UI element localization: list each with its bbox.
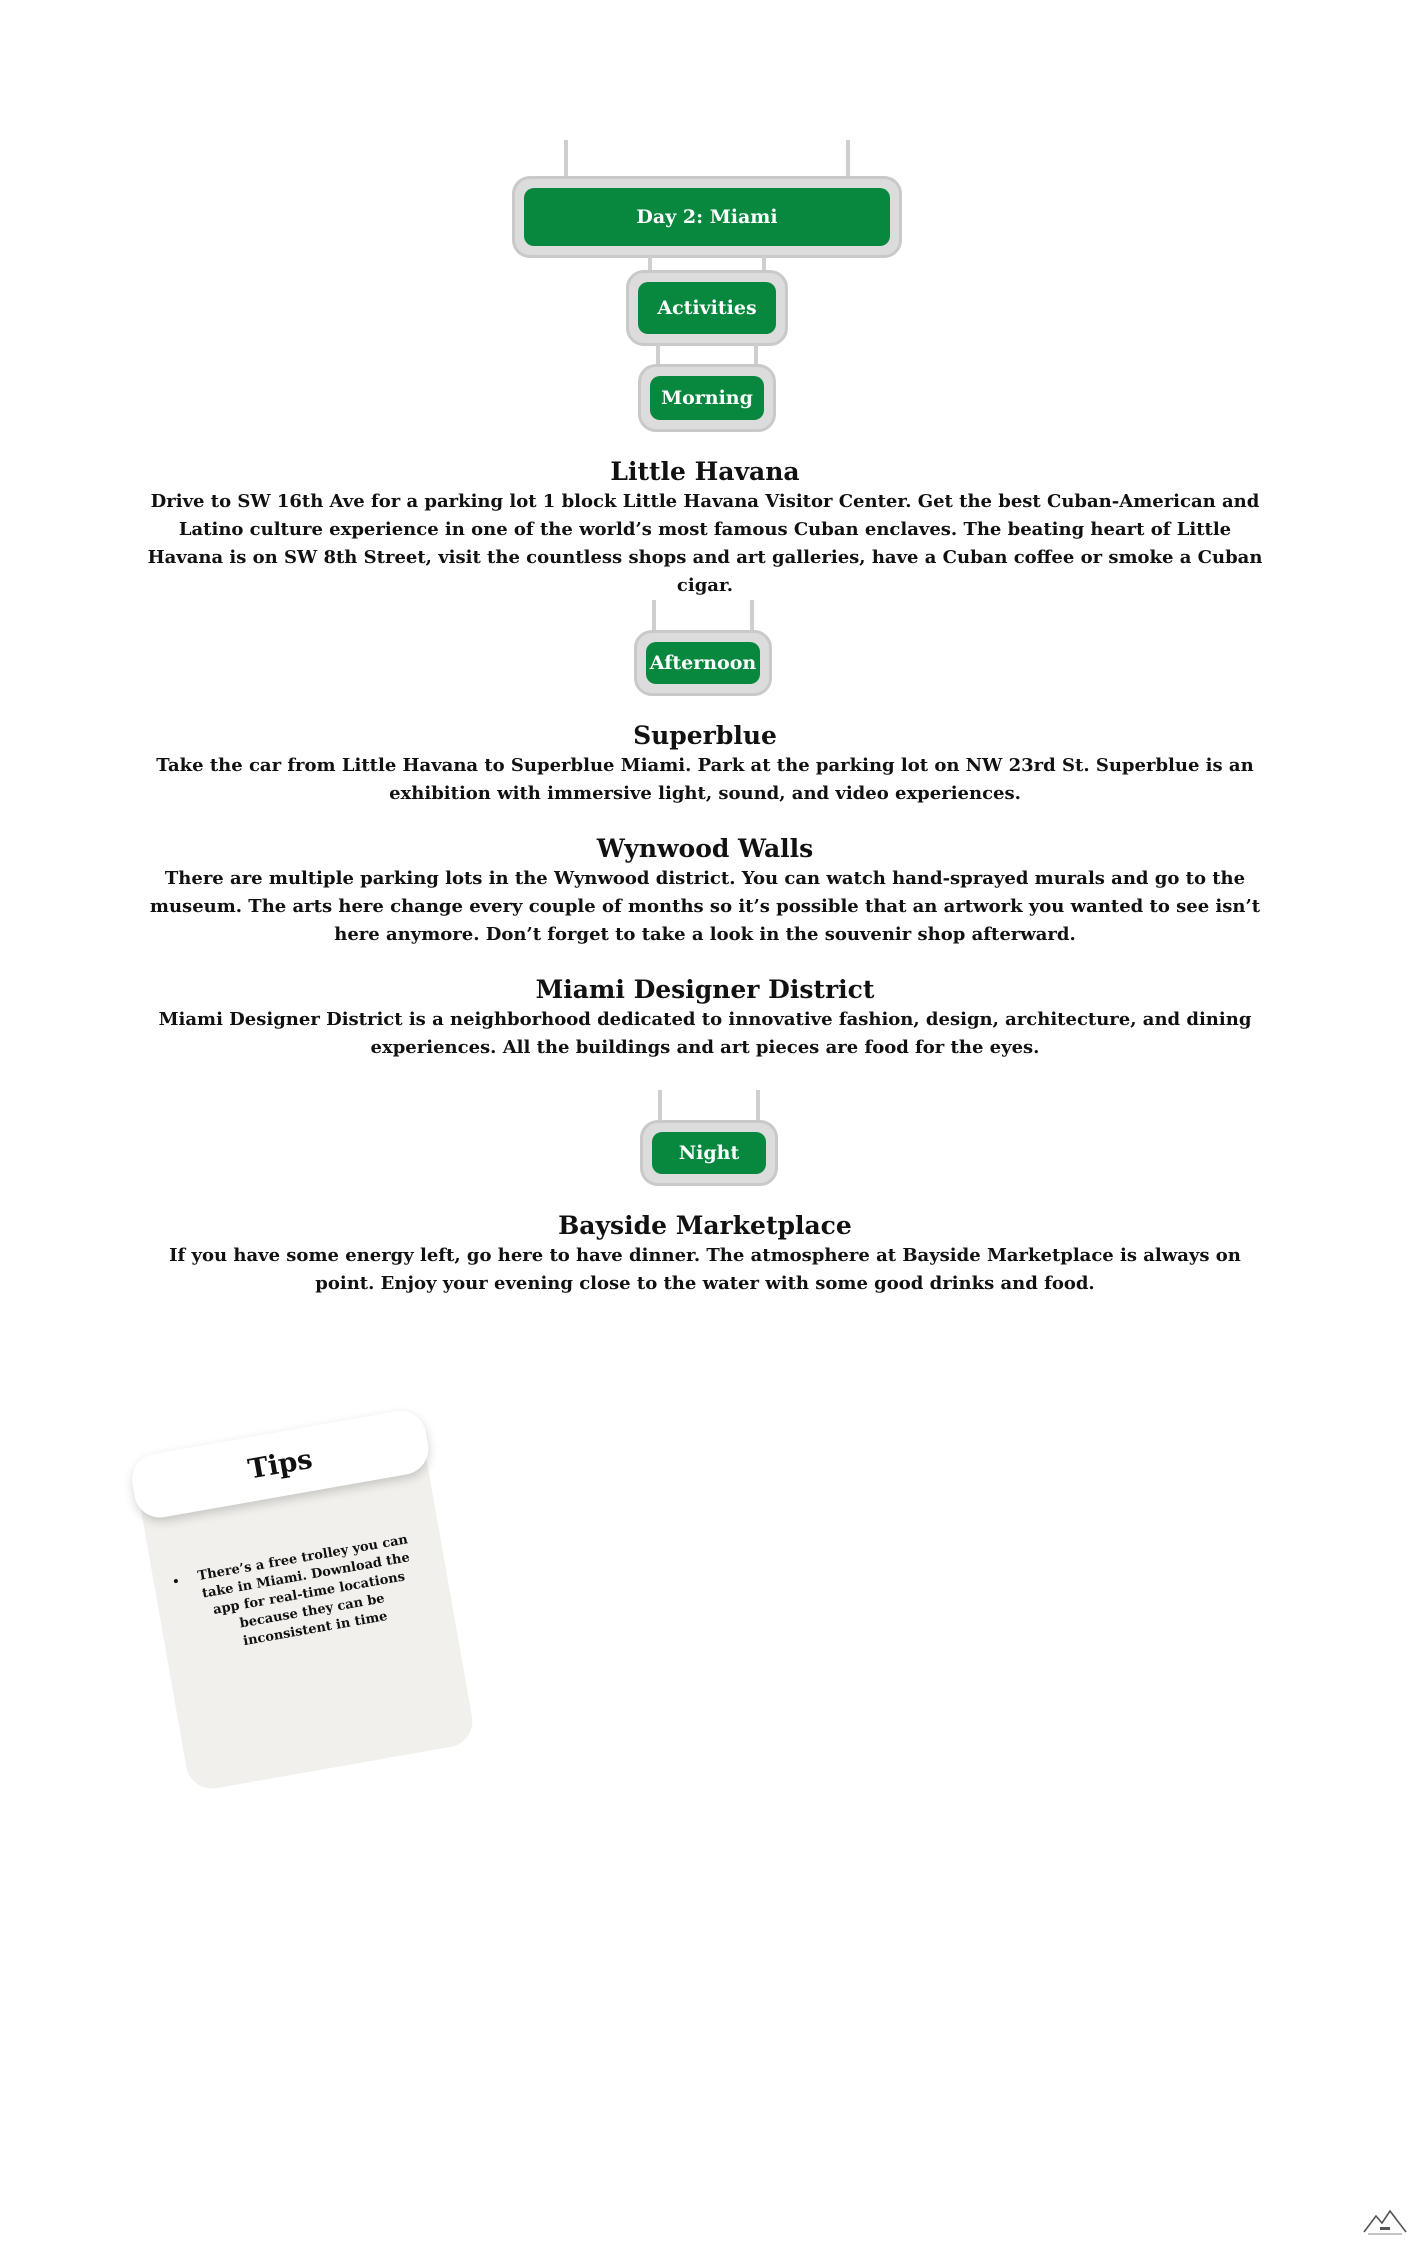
bayside-title: Bayside Marketplace: [558, 1211, 852, 1240]
superblue-title: Superblue: [633, 721, 777, 750]
superblue-text: Take the car from Little Havana to Superblue Miami. Park at the parking lot on NW 23rd St. Superblue is an exhibition with immersive light, sound, and video experiences.: [156, 755, 1254, 804]
little-havana-title: Little Havana: [610, 457, 800, 486]
little-havana-section: [140, 456, 1270, 600]
sign-frame: [626, 270, 788, 346]
tip-item: • There’s a free trolley you can take in Miami. Download the app for real-time locations because they can be inconsistent in time: [186, 1529, 432, 1658]
designer-district-section: [140, 974, 1270, 1062]
activities-sign: [626, 256, 788, 346]
day-sign: [512, 140, 902, 258]
tips-title: Tips: [245, 1443, 315, 1486]
little-havana-text: Drive to SW 16th Ave for a parking lot 1 block Little Havana Visitor Center. Get the best Cuban-American and Latino culture experience in one of the world’s most famous Cuban enclaves. The beating heart of Little Havana is on SW 8th Street, visit the countless shops and art galleries, have a Cuban coffee or smoke a Cuban cigar.: [147, 491, 1263, 596]
sign-post: [756, 1090, 760, 1124]
night-sign: [640, 1090, 778, 1186]
afternoon-label: Afternoon: [646, 642, 760, 684]
afternoon-sign: [634, 600, 772, 696]
wynwood-text: There are multiple parking lots in the Wynwood district. You can watch hand-sprayed murals and go to the museum. The arts here change every couple of months so it’s possible that an artwork you wanted to see isn’t here anymore. Don’t forget to take a look in the souvenir shop afterward.: [149, 868, 1261, 945]
morning-label: Morning: [650, 376, 764, 420]
tips-card: [134, 1417, 477, 1792]
mountain-logo-icon: [1362, 2206, 1408, 2236]
wynwood-section: [140, 833, 1270, 949]
sign-frame: [634, 630, 772, 696]
night-label: Night: [652, 1132, 766, 1174]
designer-district-text: Miami Designer District is a neighborhood dedicated to innovative fashion, design, architecture, and dining experiences. All the buildings and art pieces are food for the eyes.: [158, 1009, 1252, 1058]
bayside-text: If you have some energy left, go here to have dinner. The atmosphere at Bayside Marketplace is always on point. Enjoy your evening close to the water with some good drinks and food.: [169, 1245, 1241, 1294]
activities-label: Activities: [638, 282, 776, 334]
sign-frame: [638, 364, 776, 432]
morning-sign: [638, 344, 776, 432]
sign-frame: [640, 1120, 778, 1186]
wynwood-title: Wynwood Walls: [596, 834, 814, 863]
day-title: Day 2: Miami: [524, 188, 890, 246]
sign-frame: [512, 176, 902, 258]
sign-post: [652, 600, 656, 634]
sign-post: [750, 600, 754, 634]
superblue-section: [140, 720, 1270, 808]
bayside-section: [140, 1210, 1270, 1298]
designer-district-title: Miami Designer District: [535, 975, 875, 1004]
sign-post: [658, 1090, 662, 1124]
